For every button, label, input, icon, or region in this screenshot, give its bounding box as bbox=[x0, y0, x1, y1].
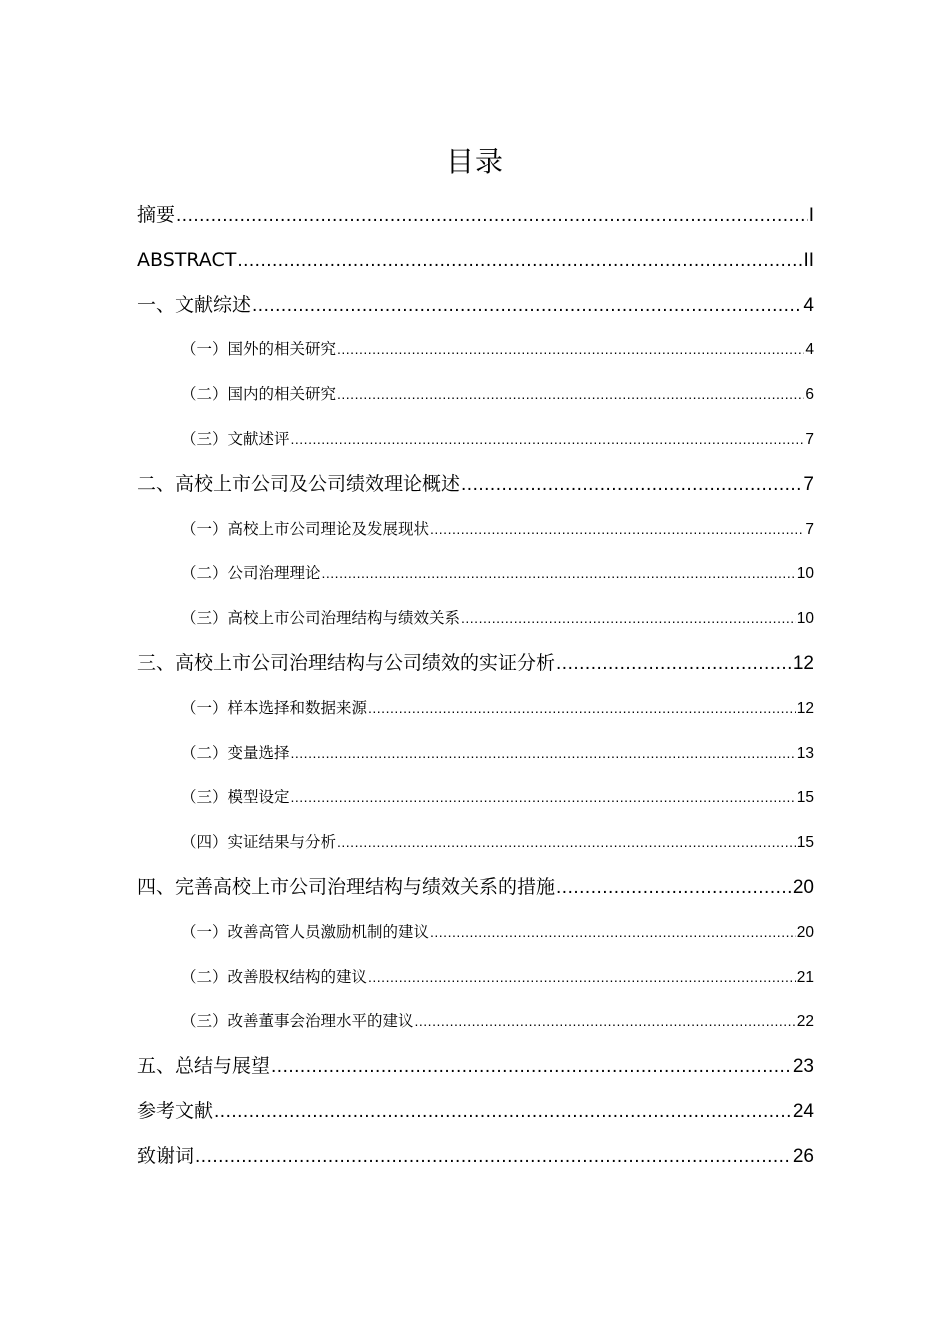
toc-entry-page: 15 bbox=[796, 789, 814, 807]
toc-subentry[interactable] bbox=[137, 551, 814, 596]
toc-entry-label: ABSTRACT bbox=[137, 248, 237, 271]
toc-subentry[interactable] bbox=[137, 417, 814, 462]
toc-entry-page: 13 bbox=[796, 744, 814, 762]
toc-subentry[interactable] bbox=[137, 999, 814, 1044]
toc-entry-label: （三）文献述评 bbox=[181, 429, 290, 448]
toc-entry[interactable] bbox=[137, 641, 814, 686]
toc-entry[interactable] bbox=[137, 1089, 814, 1134]
toc-entry-page: 26 bbox=[792, 1145, 814, 1167]
toc-subentry[interactable] bbox=[137, 910, 814, 955]
toc-entry-label: 三、高校上市公司治理结构与公司绩效的实证分析 bbox=[137, 651, 556, 674]
toc-entry-label: 二、高校上市公司及公司绩效理论概述 bbox=[137, 472, 461, 495]
toc-entry-page: 7 bbox=[803, 473, 814, 495]
toc-leader bbox=[291, 417, 805, 462]
toc-entry-label: （二）公司治理理论 bbox=[181, 564, 321, 583]
toc-entry-page: 15 bbox=[796, 834, 814, 852]
toc-entry-label: 参考文献 bbox=[137, 1099, 214, 1122]
toc-leader bbox=[337, 820, 796, 865]
toc-leader bbox=[556, 866, 792, 910]
toc-entry[interactable] bbox=[137, 193, 814, 238]
toc-subentry[interactable] bbox=[137, 820, 814, 865]
toc-entry-label: （一）样本选择和数据来源 bbox=[181, 698, 368, 717]
toc-entry[interactable] bbox=[137, 1134, 814, 1179]
toc-leader bbox=[176, 194, 808, 238]
toc-entry-page: 20 bbox=[796, 923, 814, 941]
toc-entry-page: 4 bbox=[805, 341, 814, 359]
toc-leader bbox=[461, 596, 796, 641]
toc-leader bbox=[291, 775, 796, 820]
toc-entry-page: I bbox=[808, 205, 814, 226]
toc-entry-page: 12 bbox=[792, 652, 814, 674]
toc-entry-label: （四）实证结果与分析 bbox=[181, 833, 337, 852]
toc-subentry[interactable] bbox=[137, 775, 814, 820]
toc-entry[interactable] bbox=[137, 865, 814, 910]
toc-entry-label: 一、文献综述 bbox=[137, 293, 252, 316]
toc-entry-page: 7 bbox=[805, 520, 814, 538]
toc-leader bbox=[214, 1090, 792, 1134]
toc-leader bbox=[271, 1045, 792, 1089]
toc-entry[interactable] bbox=[137, 238, 814, 283]
toc-entry-label: （二）变量选择 bbox=[181, 743, 290, 762]
toc-entry-label: 摘要 bbox=[137, 204, 176, 226]
toc-entry-page: 23 bbox=[792, 1056, 814, 1078]
toc-leader bbox=[461, 463, 802, 507]
toc-title: 目录 bbox=[445, 145, 504, 178]
toc-entry-label: （二）改善股权结构的建议 bbox=[181, 967, 368, 986]
toc-entry-page: 6 bbox=[805, 386, 814, 404]
toc-leader bbox=[337, 327, 804, 372]
toc-entry[interactable] bbox=[137, 1044, 814, 1089]
toc-leader bbox=[237, 239, 802, 283]
toc-entry-page: 10 bbox=[796, 610, 814, 628]
toc-leader bbox=[337, 372, 804, 417]
toc-subentry[interactable] bbox=[137, 731, 814, 776]
toc-entry-label: （三）高校上市公司治理结构与绩效关系 bbox=[181, 609, 461, 628]
toc-entry-label: （一）改善高管人员激励机制的建议 bbox=[181, 922, 430, 941]
toc-leader bbox=[368, 955, 796, 1000]
toc-entry-page: 7 bbox=[805, 430, 814, 448]
toc-entry-label: （三）模型设定 bbox=[181, 788, 290, 807]
toc-entry-label: （三）改善董事会治理水平的建议 bbox=[181, 1012, 414, 1031]
toc-leader bbox=[368, 686, 796, 731]
toc-entry[interactable] bbox=[137, 462, 814, 507]
toc-entry-page: 20 bbox=[792, 876, 814, 898]
toc-entry-page: 12 bbox=[796, 699, 814, 717]
toc-entry-label: 五、总结与展望 bbox=[137, 1055, 271, 1078]
toc-entry-page: 24 bbox=[792, 1100, 814, 1122]
toc-leader bbox=[195, 1135, 792, 1179]
toc-leader bbox=[252, 284, 802, 328]
toc-leader bbox=[430, 910, 796, 955]
toc-entry[interactable] bbox=[137, 283, 814, 328]
toc-leader bbox=[415, 999, 796, 1044]
toc-entry-label: （一）国外的相关研究 bbox=[181, 340, 337, 359]
toc-subentry[interactable] bbox=[137, 327, 814, 372]
toc-entry-page: 4 bbox=[803, 294, 814, 316]
toc-subentry[interactable] bbox=[137, 596, 814, 641]
toc-entry-page: 21 bbox=[796, 968, 814, 986]
toc-subentry[interactable] bbox=[137, 955, 814, 1000]
toc-entry-label: 致谢词 bbox=[137, 1144, 195, 1167]
toc-leader bbox=[291, 731, 796, 776]
toc-entry-page: 10 bbox=[796, 565, 814, 583]
toc-subentry[interactable] bbox=[137, 372, 814, 417]
toc-leader bbox=[430, 507, 804, 552]
toc-entry-page: II bbox=[803, 249, 814, 271]
toc-subentry[interactable] bbox=[137, 507, 814, 552]
toc-entry-label: （一）高校上市公司理论及发展现状 bbox=[181, 519, 430, 538]
toc-subentry[interactable] bbox=[137, 686, 814, 731]
toc-entry-page: 22 bbox=[796, 1013, 814, 1031]
toc-leader bbox=[556, 642, 792, 686]
toc-leader bbox=[322, 551, 796, 596]
toc-entry-label: 四、完善高校上市公司治理结构与绩效关系的措施 bbox=[137, 875, 556, 898]
toc-list bbox=[137, 193, 814, 1179]
toc-entry-label: （二）国内的相关研究 bbox=[181, 385, 337, 404]
